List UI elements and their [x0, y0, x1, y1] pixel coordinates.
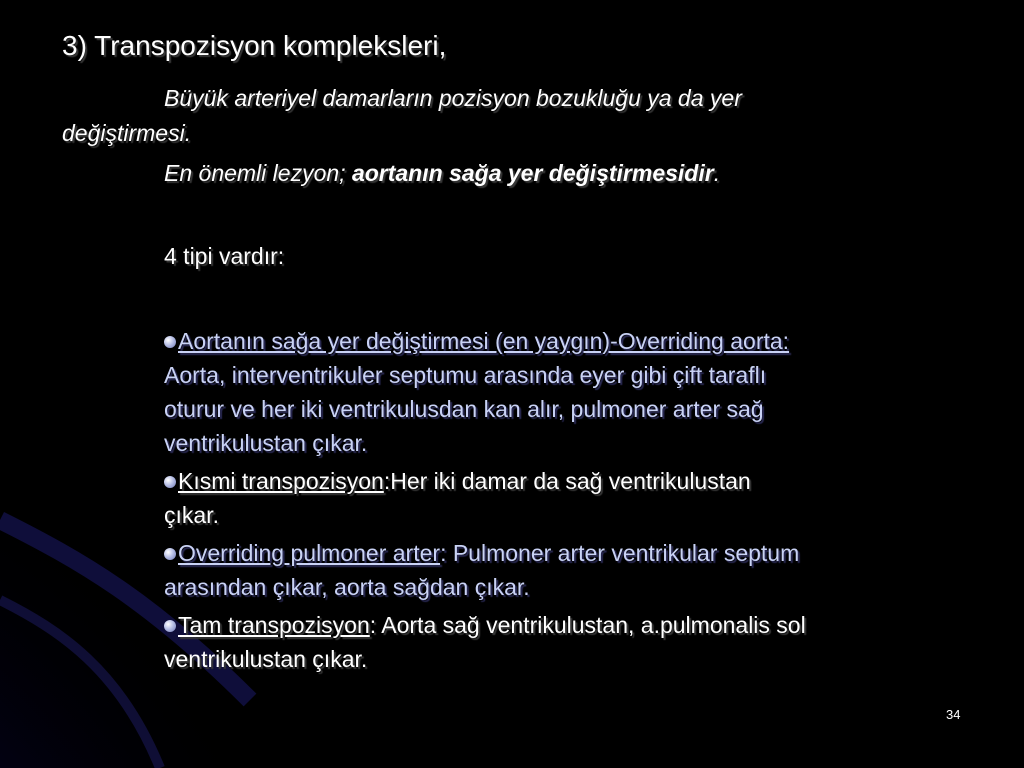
bullet-icon [164, 548, 176, 560]
description-line-1: Büyük arteriyel damarların pozisyon bozukluğu ya da yer [164, 85, 742, 111]
bullet-text: :Her iki damar da sağ ventrikulustan [383, 468, 751, 494]
bullet-line: çıkar. [164, 502, 219, 528]
lesion-emphasis: aortanın sağa yer değiştirmesidir [351, 160, 714, 186]
types-heading: 4 tipi vardır: [164, 243, 285, 269]
lesion-statement [164, 160, 720, 187]
bullet-term: Tam transpozisyon [178, 612, 370, 638]
description-line-2: değiştirmesi. [62, 120, 192, 146]
bullet-line: ventrikulustan çıkar. [164, 430, 368, 456]
bullet-icon [164, 336, 176, 348]
list-item [164, 536, 964, 604]
bullet-term: Overriding pulmoner arter [178, 540, 441, 566]
list-item [164, 464, 964, 532]
types-list [164, 324, 964, 676]
list-item [164, 608, 964, 676]
bullet-icon [164, 476, 176, 488]
bullet-term: Aortanın sağa yer değiştirmesi (en yaygın)-Overriding aorta: [178, 328, 790, 354]
bullet-line: arasından çıkar, aorta sağdan çıkar. [164, 574, 530, 600]
bullet-icon [164, 620, 176, 632]
page-number: 34 [946, 707, 961, 722]
lesion-suffix: . [713, 160, 721, 186]
bullet-text: : Pulmoner arter ventrikular septum [440, 540, 800, 566]
slide-title: 3) Transpozisyon kompleksleri, [62, 30, 447, 61]
list-item [164, 324, 964, 460]
bullet-line: Aorta, interventrikuler septumu arasında eyer gibi çift taraflı [164, 362, 767, 388]
bullet-line: ventrikulustan çıkar. [164, 646, 368, 672]
bullet-term: Kısmi transpozisyon [178, 468, 384, 494]
bullet-text: : Aorta sağ ventrikulustan, a.pulmonalis sol [369, 612, 806, 638]
bullet-line: oturur ve her iki ventrikulusdan kan alır, pulmoner arter sağ [164, 396, 764, 422]
lesion-prefix: En önemli lezyon; [164, 160, 352, 186]
